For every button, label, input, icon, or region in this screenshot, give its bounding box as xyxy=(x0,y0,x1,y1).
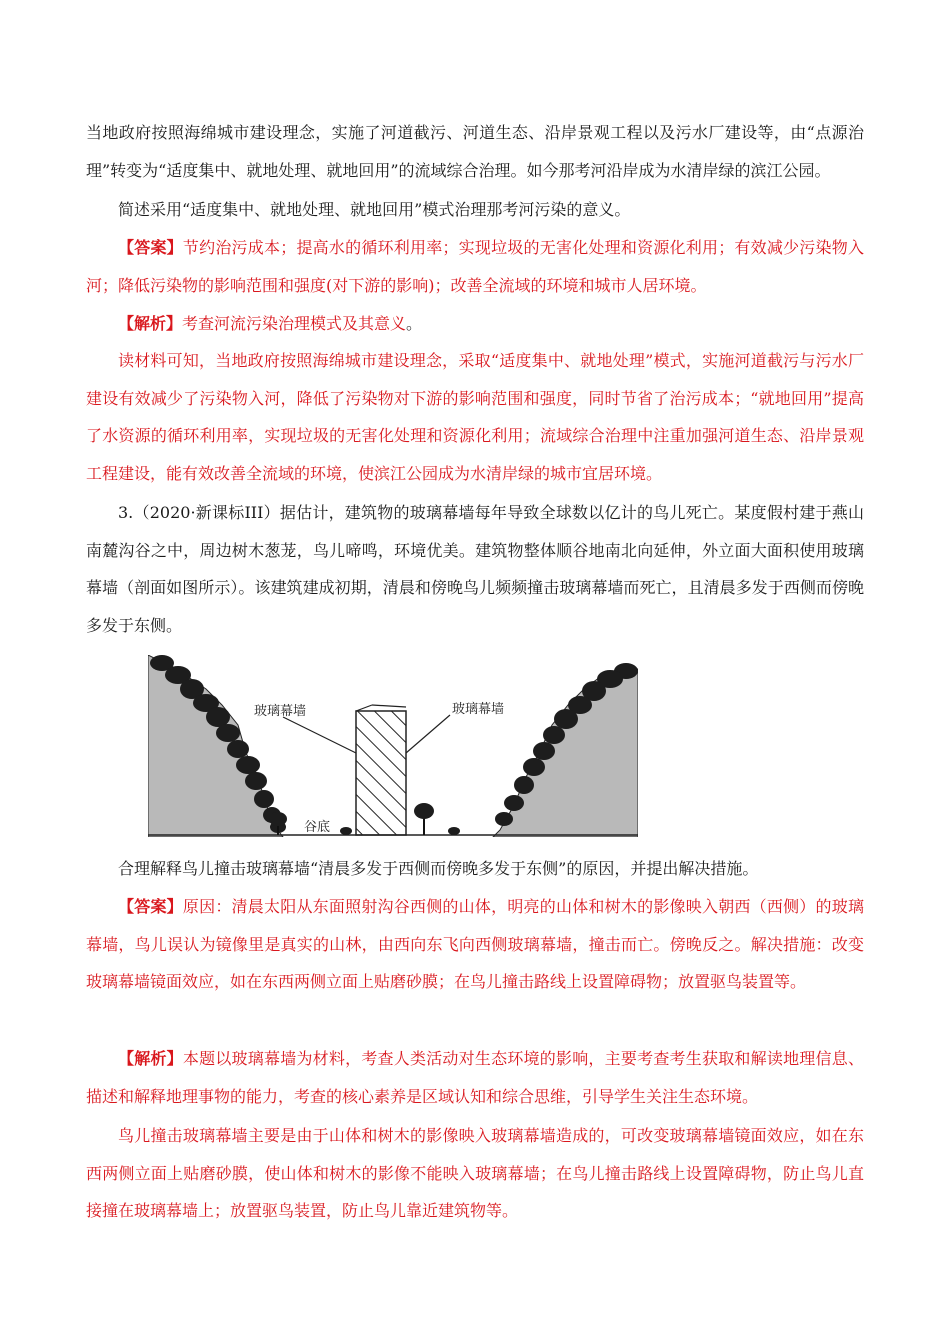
right-hill xyxy=(493,669,638,837)
left-label-leader xyxy=(283,717,356,753)
analysis-period: 。 xyxy=(406,314,423,333)
analysis-summary: 考查河流污染治理模式及其意义 xyxy=(182,314,407,333)
answer-text: 节约治污成本；提高水的循环利用率；实现垃圾的无害化处理和资源化利用；有效减少污染物入河；降低污染物的影响范围和强度(对下游的影响)；改善全流域的环境和城市人居环境。 xyxy=(86,238,864,295)
valley-cross-section-figure xyxy=(148,655,638,837)
material-text: 当地政府按照海绵城市建设理念，实施了河道截污、河道生态、沿岸景观工程以及污水厂建设等，由“点源治理”转变为“适度集中、就地处理、就地回用”的流域综合治理。如今那考河沿岸成为水清岸绿的滨江公园。 xyxy=(86,123,864,180)
analysis-heading-1 xyxy=(86,305,864,343)
analysis-body-text: 读材料可知，当地政府按照海绵城市建设理念，采取“适度集中、就地处理”模式，实施河道截污与污水厂建设有效减少了污染物入河，降低了污染物对下游的影响范围和强度，同时节省了治污成本；“就地回用”提高了水资源的循环利用率，实现垃圾的无害化处理和资源化利用；流域综合治理中注重加强河道生态、沿岸景观工程建设，能有效改善全流域的环境，使滨江公园成为水清岸绿的城市宜居环境。 xyxy=(86,351,864,483)
right-label-leader xyxy=(406,715,450,753)
answer-text: 原因：清晨太阳从东面照射沟谷西侧的山体，明亮的山体和树木的影像映入朝西（西侧）的玻璃幕墙，鸟儿误认为镜像里是真实的山林，由西向东飞向西侧玻璃幕墙，撞击而亡。傍晚反之。解决措施：改变玻璃幕墙镜面效应，如在东西两侧立面上贴磨砂膜；在鸟儿撞击路线上设置障碍物；放置驱鸟装置等。 xyxy=(86,897,864,991)
question-prompt xyxy=(86,191,864,229)
analysis-tag: 【解析】 xyxy=(118,314,183,333)
analysis-body-1 xyxy=(86,342,864,492)
material-paragraph xyxy=(86,114,864,189)
left-hill xyxy=(148,655,283,837)
question-3 xyxy=(86,494,864,644)
valley-diagram xyxy=(148,655,638,837)
analysis-body-text: 鸟儿撞击玻璃幕墙主要是由于山体和树木的影像映入玻璃幕墙造成的，可改变玻璃幕墙镜面效应，如在东西两侧立面上贴磨砂膜，使山体和树木的影像不能映入玻璃幕墙；在鸟儿撞击路线上设置障碍物，防止鸟儿直接撞在玻璃幕墙上；放置驱鸟装置，防止鸟儿靠近建筑物等。 xyxy=(86,1126,864,1220)
label-left-glass-wall: 玻璃幕墙 xyxy=(254,704,307,719)
analysis-body-2 xyxy=(86,1117,864,1230)
label-right-glass-wall: 玻璃幕墙 xyxy=(452,702,505,717)
answer-block-1 xyxy=(86,229,864,304)
question-3-text: 3.（2020·新课标III）据估计，建筑物的玻璃幕墙每年导致全球数以亿计的鸟儿死亡。某度假村建于燕山南麓沟谷之中，周边树木葱茏，鸟儿啼鸣，环境优美。建筑物整体顺谷地南北向延伸，外立面大面积使用玻璃幕墙（剖面如图所示）。该建筑建成初期，清晨和傍晚鸟儿频频撞击玻璃幕墙而死亡，且清晨多发于西侧而傍晚多发于东侧。 xyxy=(86,503,864,635)
question-3-prompt xyxy=(86,850,864,888)
answer-block-2 xyxy=(86,888,864,1001)
analysis-block-2 xyxy=(86,1040,864,1115)
glass-curtain-building xyxy=(356,711,406,835)
label-valley-bottom: 谷底 xyxy=(304,820,331,835)
question-3-prompt-text: 合理解释鸟儿撞击玻璃幕墙“清晨多发于西侧而傍晚多发于东侧”的原因，并提出解决措施。 xyxy=(118,859,759,878)
analysis-tag: 【解析】 xyxy=(118,1049,183,1068)
answer-tag: 【答案】 xyxy=(118,238,183,257)
answer-tag: 【答案】 xyxy=(118,897,183,916)
question-text: 简述采用“适度集中、就地处理、就地回用”模式治理那考河污染的意义。 xyxy=(118,200,631,219)
analysis-text: 本题以玻璃幕墙为材料，考查人类活动对生态环境的影响，主要考查考生获取和解读地理信息、描述和解释地理事物的能力，考查的核心素养是区域认知和综合思维，引导学生关注生态环境。 xyxy=(86,1049,864,1106)
